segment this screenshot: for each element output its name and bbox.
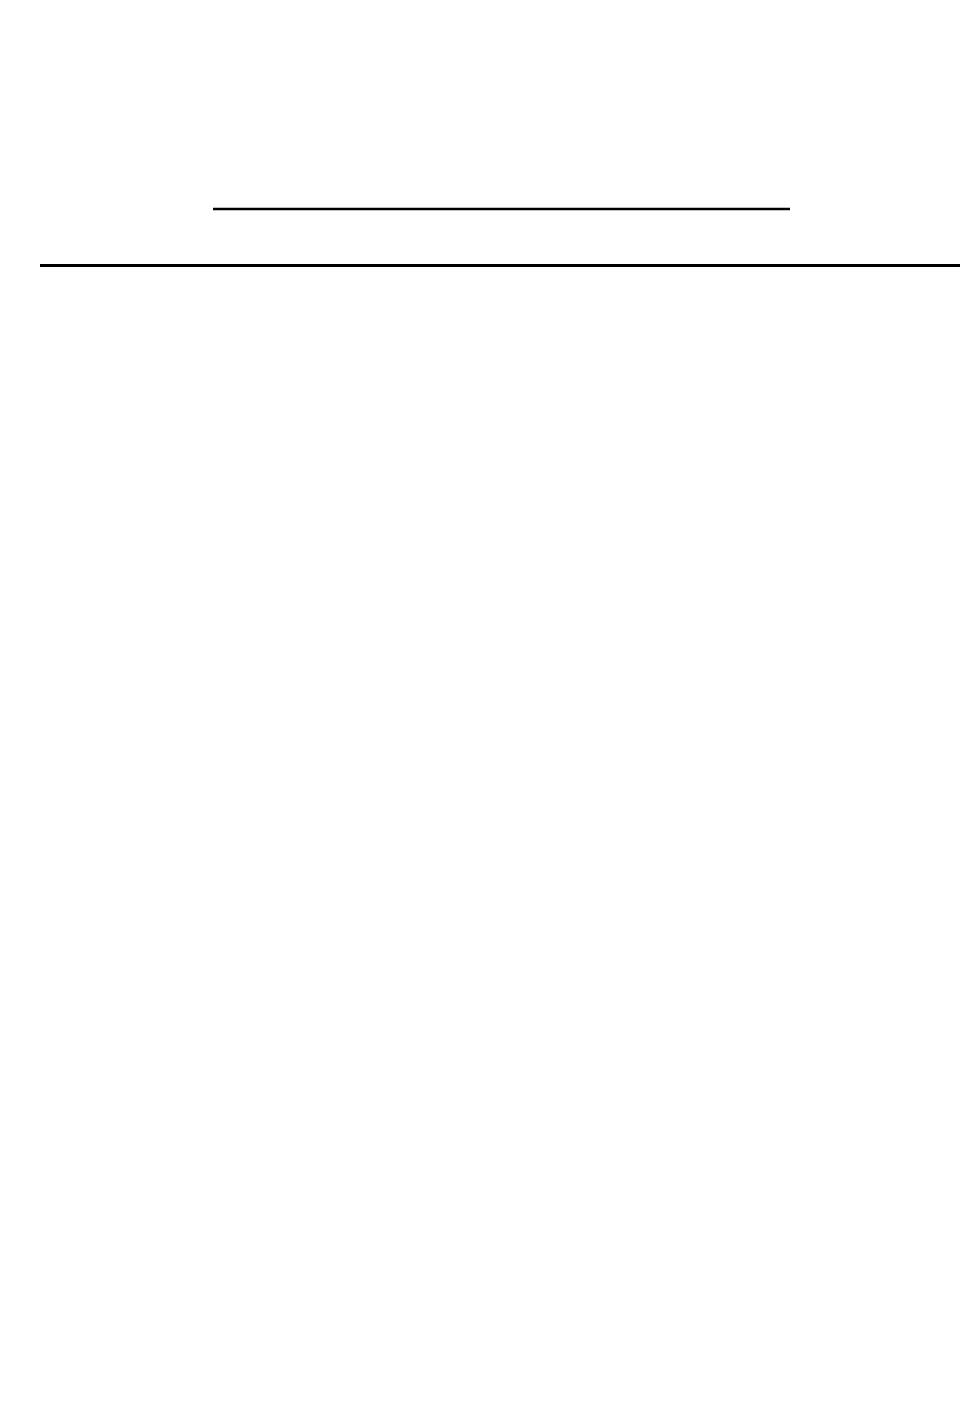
normal-distribution-table xyxy=(40,264,960,267)
normal-curve-figure xyxy=(0,0,977,260)
